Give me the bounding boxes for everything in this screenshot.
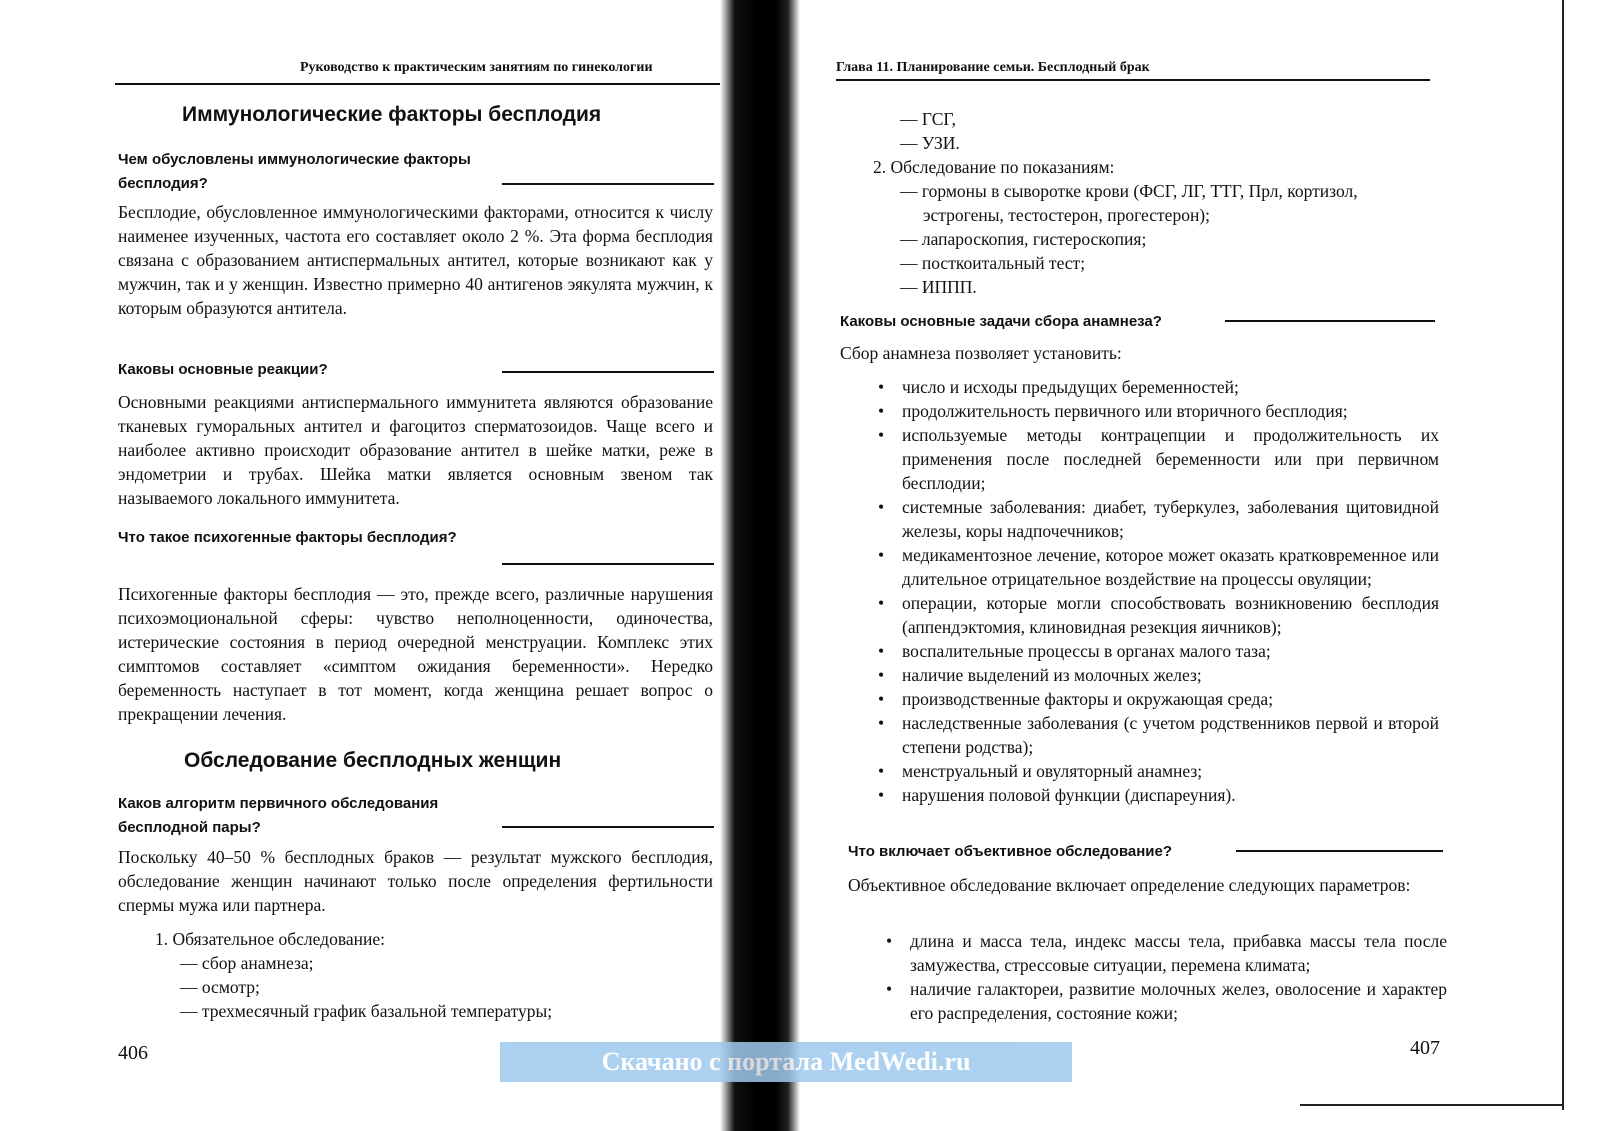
bullet-icon: • [878, 425, 885, 445]
question-rule [1225, 320, 1435, 322]
list-item: — осмотр; [180, 977, 260, 997]
bullet-text: длина и масса тела, индекс массы тела, прибавка массы тела после замужества, стрессовые ситуации, перемена климата; [910, 931, 1447, 975]
list-item: — сбор анамнеза; [180, 953, 314, 973]
bullet-icon: • [878, 401, 885, 421]
header-rule [836, 79, 1430, 81]
bullet-text: системные заболевания: диабет, туберкулез, заболевания щитовидной железы, коры надпочечников; [902, 497, 1439, 541]
bullet-icon: • [878, 713, 885, 733]
bullet-item [874, 711, 1439, 759]
question-heading: Каковы основные реакции? [118, 361, 328, 378]
bullet-text: продолжительность первичного или вторичного бесплодия; [902, 401, 1348, 421]
bullet-item [882, 929, 1447, 977]
bullet-text: наличие выделений из молочных желез; [902, 665, 1202, 685]
bullet-icon: • [878, 497, 885, 517]
bullet-icon: • [878, 761, 885, 781]
list-item: — лапароскопия, гистероскопия; [900, 229, 1147, 249]
list-item: эстрогены, тестостерон, прогестерон); [923, 205, 1210, 225]
bullet-item [874, 543, 1439, 591]
anamnesis-list [874, 375, 1439, 807]
section-title: Обследование бесплодных женщин [184, 749, 562, 772]
paragraph: Основными реакциями антиспермального иммунитета являются образование тканевых гуморальных антител и фагоцитоз сперматозоидов. Чаще всего и наиболее активно происходит образование антител в шейке матки, реже в эндометрии и трубах. Шейка матки является основным звеном так называемого локального иммунитета. [118, 392, 713, 508]
list-item: — УЗИ. [900, 133, 960, 153]
question-rule [1236, 850, 1443, 852]
bullet-icon: • [886, 979, 893, 999]
bullet-icon: • [878, 545, 885, 565]
question-rule [502, 371, 714, 373]
list-item: — трехмесячный график базальной температуры; [180, 1001, 553, 1021]
bullet-text: используемые методы контрацепции и продолжительность их применения после последней беременности или при первичном бесплодии; [902, 425, 1439, 493]
list-item: — гормоны в сыворотке крови (ФСГ, ЛГ, ТТГ, Прл, кортизол, [900, 181, 1358, 201]
bullet-item [874, 375, 1439, 399]
paragraph: Объективное обследование включает определение следующих параметров: [848, 875, 1411, 895]
list-item: — ГСГ, [900, 109, 956, 129]
bullet-text: медикаментозное лечение, которое может оказать кратковременное или длительное отрицательное воздействие на процессы овуляции; [902, 545, 1439, 589]
bullet-item [882, 977, 1447, 1025]
paragraph: Сбор анамнеза позволяет установить: [840, 343, 1122, 363]
question-heading: Чем обусловлены иммунологические факторы бесплодия? [118, 151, 471, 192]
paragraph: Психогенные факторы бесплодия — это, прежде всего, различные нарушения психоэмоциональной сферы: чувство неполноценности, одиночества, истерические состояния в период очередной менструации. Комплекс этих симптомов составляет «симптом ожидания беременности». Нередко беременность наступает в тот момент, когда женщина решает вопрос о прекращении лечения. [118, 584, 713, 724]
bullet-item [874, 591, 1439, 639]
objective-list [882, 929, 1447, 1025]
running-head: Глава 11. Планирование семьи. Бесплодный брак [836, 60, 1150, 75]
bullet-text: нарушения половой функции (диспареуния). [902, 785, 1236, 805]
list-item: — ИППП. [900, 277, 977, 297]
page-number: 407 [1410, 1037, 1440, 1059]
paragraph: Бесплодие, обусловленное иммунологическими факторами, относится к числу наименее изученных, частота его составляет около 2 %. Эта форма бесплодия связана с образованием антиспермальных антител, которые возникают как у мужчин, так и у женщин. Известно примерно 40 антигенов эякулята мужчин, к которым образуются антитела. [118, 202, 713, 318]
list-item: 2. Обследование по показаниям: [873, 157, 1115, 177]
question-heading: Каковы основные задачи сбора анамнеза? [840, 313, 1162, 330]
list-item: — посткоитальный тест; [900, 253, 1086, 273]
right-page [790, 0, 1600, 1131]
bullet-item [874, 423, 1439, 495]
header-rule [115, 83, 720, 85]
bullet-item [874, 759, 1439, 783]
page-number: 406 [118, 1042, 148, 1064]
bullet-item [874, 783, 1439, 807]
question-rule [502, 183, 714, 185]
left-page [0, 0, 745, 1131]
bullet-icon: • [886, 931, 893, 951]
bullet-icon: • [878, 377, 885, 397]
bullet-item [874, 663, 1439, 687]
bullet-text: менструальный и овуляторный анамнез; [902, 761, 1203, 781]
question-heading: Что включает объективное обследование? [848, 843, 1173, 860]
bullet-text: число и исходы предыдущих беременностей; [902, 377, 1239, 397]
bullet-text: производственные факторы и окружающая среда; [902, 689, 1274, 709]
question-rule [502, 826, 714, 828]
bullet-text: воспалительные процессы в органах малого таза; [902, 641, 1271, 661]
running-head: Руководство к практическим занятиям по гинекологии [300, 60, 653, 75]
section-title: Иммунологические факторы бесплодия [182, 103, 602, 126]
bullet-icon: • [878, 785, 885, 805]
question-heading: Что такое психогенные факторы бесплодия? [118, 529, 457, 546]
bullet-icon: • [878, 593, 885, 613]
bullet-text: наследственные заболевания (с учетом родственников первой и второй степени родства); [902, 713, 1439, 757]
bullet-icon: • [878, 689, 885, 709]
question-rule [502, 563, 714, 565]
list-item: 1. Обязательное обследование: [155, 929, 385, 949]
bullet-text: наличие галактореи, развитие молочных желез, оволосение и характер его распределения, состояние кожи; [910, 979, 1447, 1023]
bullet-text: операции, которые могли способствовать возникновению бесплодия (аппендэктомия, клиновидная резекция яичников); [902, 593, 1439, 637]
bullet-item [874, 495, 1439, 543]
bullet-icon: • [878, 641, 885, 661]
paragraph: Поскольку 40–50 % бесплодных браков — результат мужского бесплодия, обследование женщин начинают только после определения фертильности спермы мужа или партнера. [118, 847, 713, 915]
bullet-item [874, 687, 1439, 711]
bullet-item [874, 399, 1439, 423]
watermark-banner: Скачано с портала MedWedi.ru [500, 1042, 1072, 1082]
bullet-item [874, 639, 1439, 663]
bullet-icon: • [878, 665, 885, 685]
question-heading: Каков алгоритм первичного обследования бесплодной пары? [118, 795, 439, 836]
